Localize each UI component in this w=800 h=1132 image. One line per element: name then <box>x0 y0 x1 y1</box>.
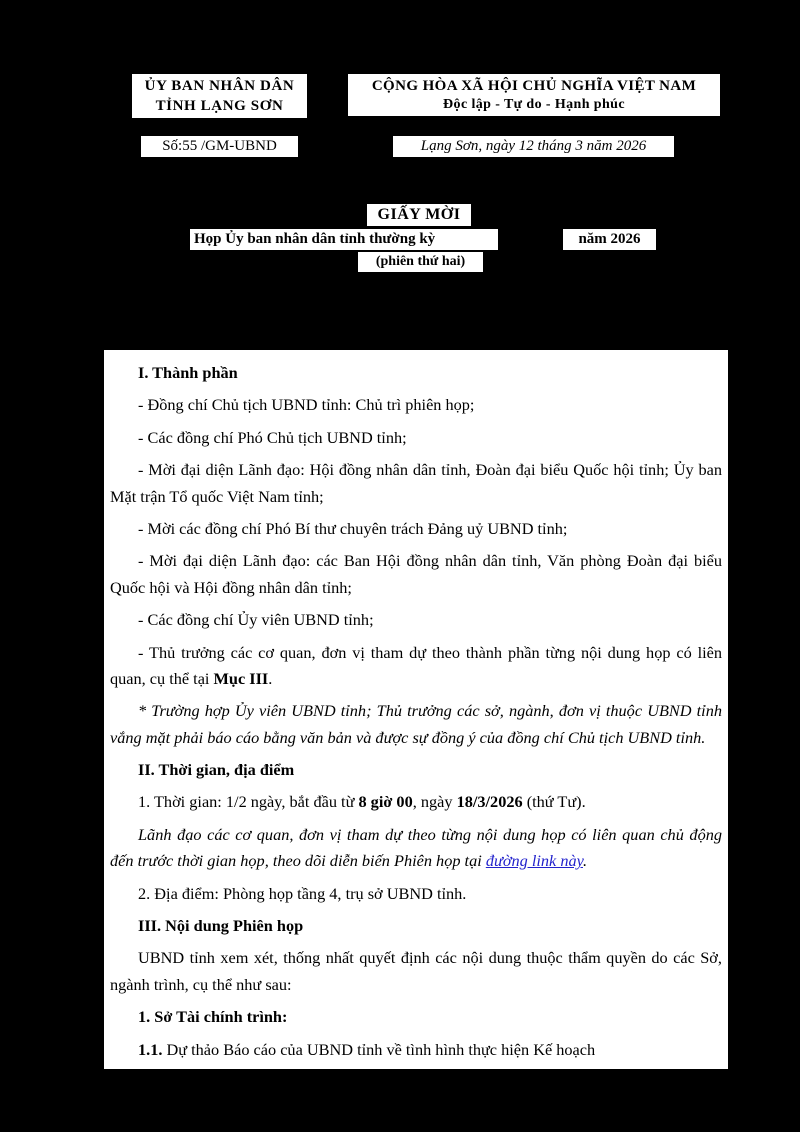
participant-item-2: - Các đồng chí Phó Chủ tịch UBND tỉnh; <box>138 427 407 447</box>
national-title-line2: Độc lập - Tự do - Hạnh phúc <box>443 97 625 113</box>
time-line <box>110 789 722 815</box>
document-subtitle: (phiên thứ hai) <box>358 252 483 272</box>
place-line: 2. Địa điểm: Phòng họp tầng 4, trụ sở UBND tỉnh. <box>138 883 467 903</box>
participant-item-3: - Mời đại diện Lãnh đạo: Hội đồng nhân dân tỉnh, Đoàn đại biểu Quốc hội tỉnh; Ủy ban Mặt trận Tổ quốc Việt Nam tỉnh; <box>110 460 722 506</box>
section-heading-1: I. Thành phần <box>138 363 238 382</box>
participant-item-5: - Mời đại diện Lãnh đạo: các Ban Hội đồng nhân dân tỉnh, Văn phòng Đoàn đại biểu Quốc hội và Hội đồng nhân dân tỉnh; <box>110 551 722 597</box>
absence-note: * Trường hợp Ủy viên UBND tỉnh; Thủ trưởng các sở, ngành, đơn vị thuộc UBND tỉnh vắng mặt phải báo cáo bằng văn bản và được sự đồng ý của đồng chí Chủ tịch UBND tỉnh. <box>110 701 722 747</box>
time-value: 8 giờ 00 <box>358 792 413 812</box>
time-line-c: , ngày <box>412 792 457 812</box>
national-title <box>348 74 720 116</box>
meeting-link[interactable]: đường link này <box>485 851 583 871</box>
participant-item-7 <box>110 640 722 693</box>
participant-item-7-end: . <box>268 668 273 688</box>
participant-item-6: - Các đồng chí Ủy viên UBND tỉnh; <box>138 610 374 630</box>
section-3-intro: UBND tỉnh xem xét, thống nhất quyết định các nội dung thuộc thẩm quyền do các Sở, ngành trình, cụ thể như sau: <box>110 948 722 994</box>
participant-item-1: - Đồng chí Chủ tịch UBND tỉnh: Chủ trì phiên họp; <box>138 395 475 415</box>
agenda-item-1-heading: 1. Sở Tài chính trình: <box>138 1007 288 1027</box>
section-heading-2: II. Thời gian, địa điểm <box>138 760 295 780</box>
participant-item-7-ref: Mục III <box>213 668 269 688</box>
document-body <box>104 350 728 1069</box>
issuing-authority-line2: TỈNH LẠNG SƠN <box>155 98 284 115</box>
date-value: 18/3/2026 <box>456 792 523 812</box>
agenda-item-1-1 <box>110 1037 722 1063</box>
place-and-date: Lạng Sơn, ngày 12 tháng 3 năm 2026 <box>393 136 674 157</box>
attendance-note-b: . <box>582 851 588 871</box>
attendance-note-a: Lãnh đạo các cơ quan, đơn vị tham dự theo từng nội dung họp có liên quan chủ động đến trước thời gian họp, theo dõi diễn biến Phiên họp tại <box>110 824 722 871</box>
issuing-authority-line1: ỦY BAN NHÂN DÂN <box>144 78 295 94</box>
document-title: Họp Ủy ban nhân dân tỉnh thường kỳ <box>190 229 498 250</box>
document-type-title: GIẤY MỜI <box>367 204 471 226</box>
issuing-authority <box>132 74 307 118</box>
section-heading-3: III. Nội dung Phiên họp <box>138 916 304 936</box>
agenda-item-1-1-number: 1.1. <box>138 1039 163 1059</box>
time-line-e: (thứ Tư). <box>522 792 586 812</box>
national-title-line1: CỘNG HÒA XÃ HỘI CHỦ NGHĨA VIỆT NAM <box>371 78 697 94</box>
document-number: Số:55 /GM-UBND <box>141 136 298 157</box>
document-title-year: năm 2026 <box>563 229 656 250</box>
participant-item-7-text: - Thủ trưởng các cơ quan, đơn vị tham dự theo thành phần từng nội dung họp có liên quan, cụ thể tại <box>110 642 722 688</box>
time-line-a: 1. Thời gian: 1/2 ngày, bắt đầu từ <box>138 792 359 812</box>
attendance-note <box>110 822 722 875</box>
agenda-item-1-1-text: Dự thảo Báo cáo của UBND tỉnh về tình hình thực hiện Kế hoạch <box>162 1039 596 1059</box>
participant-item-4: - Mời các đồng chí Phó Bí thư chuyên trách Đảng uỷ UBND tỉnh; <box>138 518 568 538</box>
